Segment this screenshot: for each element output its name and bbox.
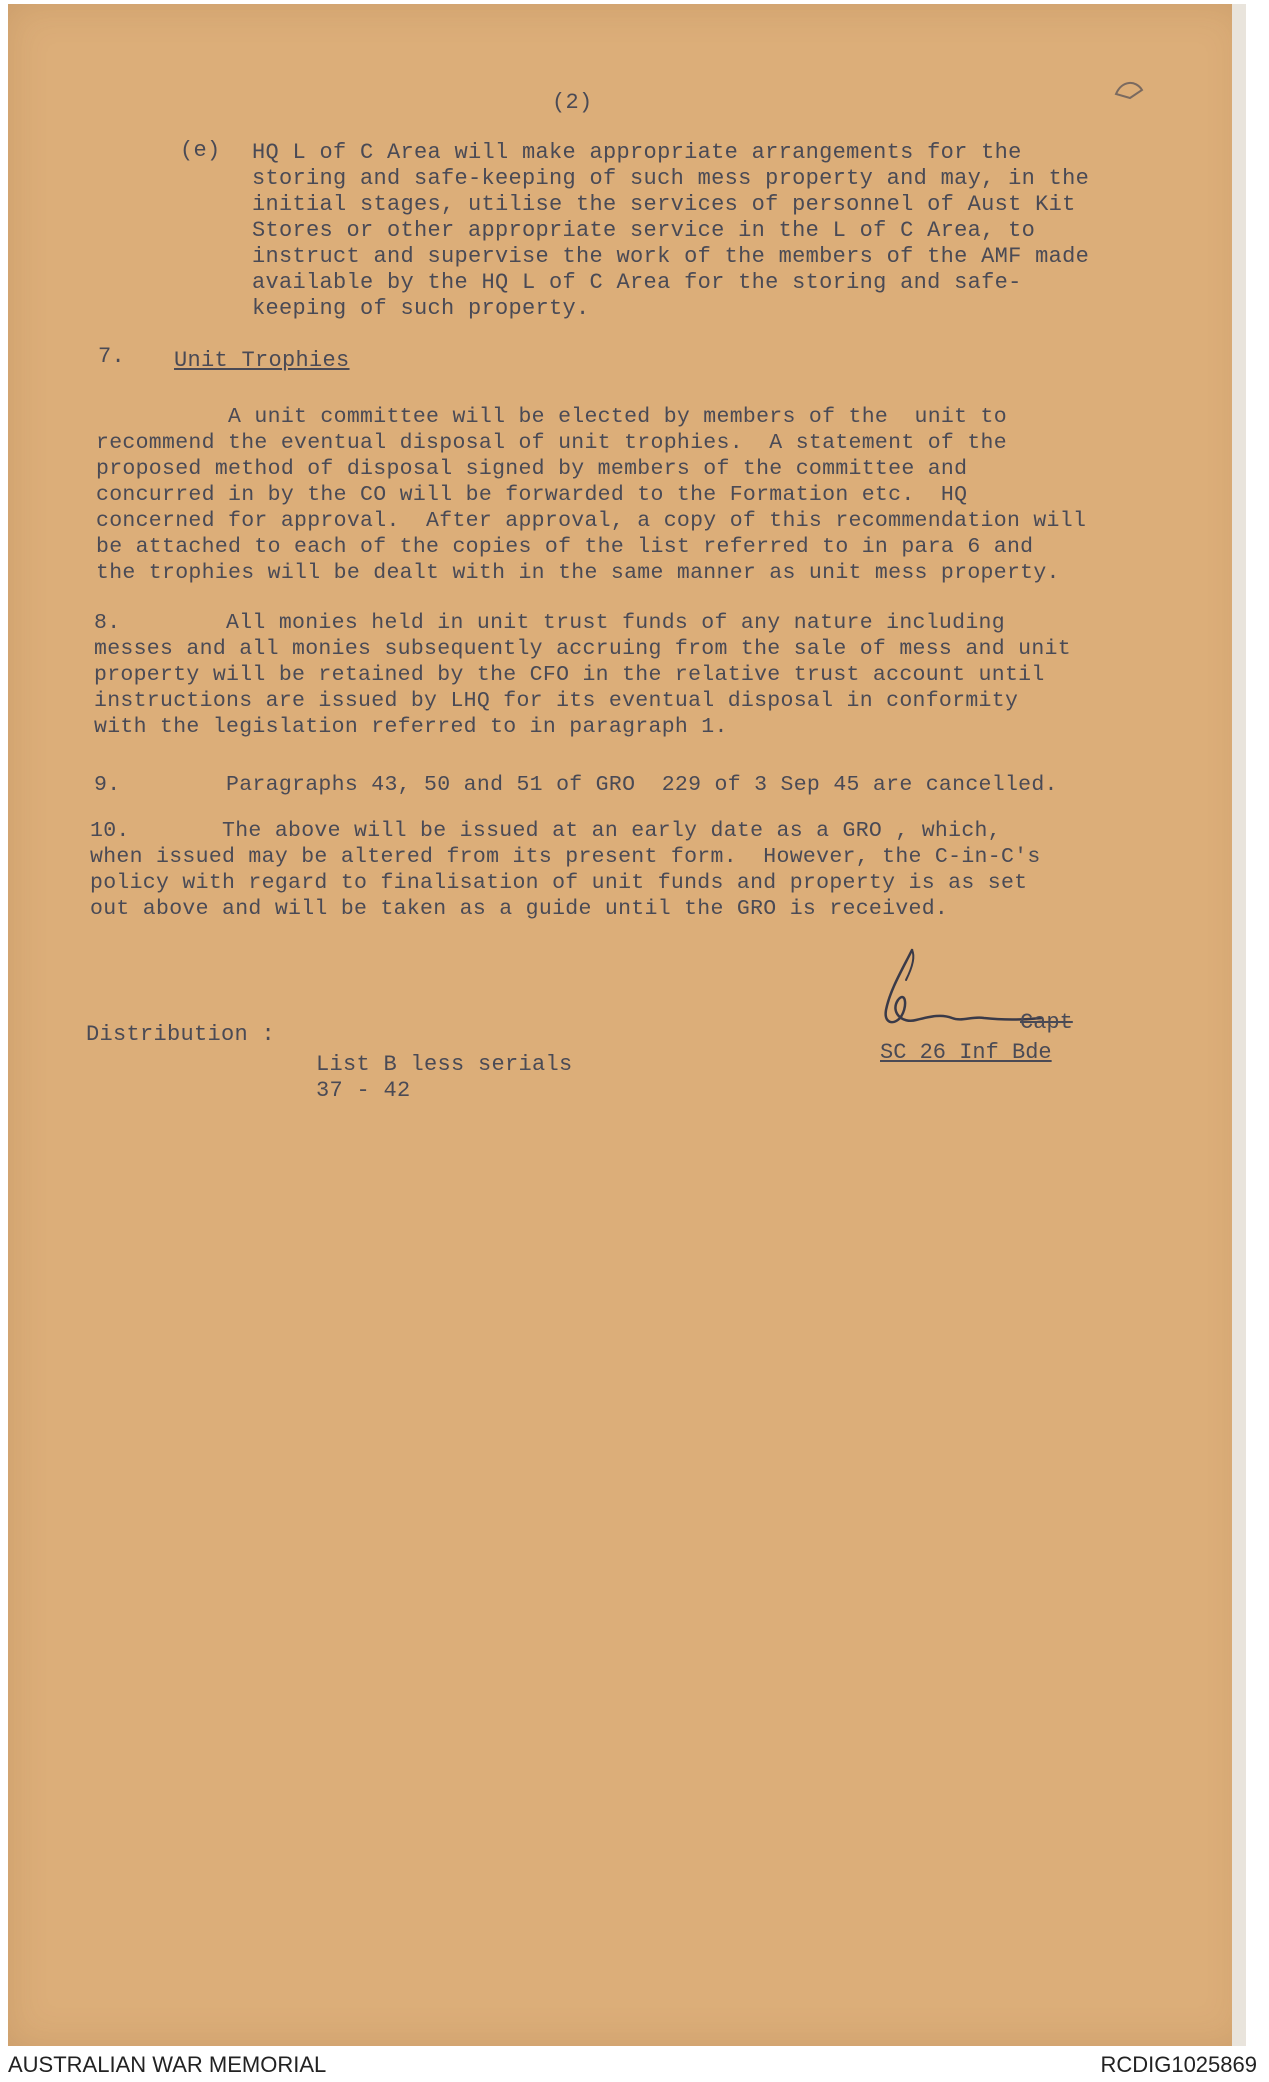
para-e-label: (e) bbox=[180, 138, 221, 163]
corner-mark-icon bbox=[1110, 76, 1150, 106]
distribution-label: Distribution : bbox=[86, 1022, 276, 1047]
para-10-line: policy with regard to finalisation of unit funds and property is as set bbox=[90, 871, 1028, 895]
para-9-line: 9. Paragraphs 43, 50 and 51 of GRO 229 of 3 Sep 45 are cancelled. bbox=[94, 773, 1058, 797]
para-e-body bbox=[252, 140, 1089, 322]
para-7-line: A unit committee will be elected by members of the unit to bbox=[96, 405, 1007, 429]
para-7-line: concurred in by the CO will be forwarded to the Formation etc. HQ bbox=[96, 483, 968, 507]
para-e-line: available by the HQ L of C Area for the storing and safe- bbox=[252, 270, 1022, 295]
para-8-line: messes and all monies subsequently accruing from the sale of mess and unit bbox=[94, 637, 1071, 661]
para-e-line: storing and safe-keeping of such mess property and may, in the bbox=[252, 166, 1090, 191]
para-7-number: 7. bbox=[98, 344, 126, 369]
signature-appointment: SC 26 Inf Bde bbox=[880, 1040, 1052, 1065]
para-7-line: proposed method of disposal signed by members of the committee and bbox=[96, 457, 968, 481]
para-7-line: recommend the eventual disposal of unit trophies. A statement of the bbox=[96, 431, 1007, 455]
distribution-line: List B less serials bbox=[316, 1052, 573, 1077]
para-9-body bbox=[94, 772, 1058, 798]
para-10-body bbox=[90, 818, 1041, 922]
para-8-line: with the legislation referred to in paragraph 1. bbox=[94, 715, 728, 739]
distribution-list bbox=[316, 1052, 573, 1104]
footer-record-id: RCDIG1025869 bbox=[1100, 2052, 1257, 2077]
para-7-line: be attached to each of the copies of the list referred to in para 6 and bbox=[96, 535, 1034, 559]
footer-archive-name: AUSTRALIAN WAR MEMORIAL bbox=[8, 2052, 327, 2077]
para-10-line: out above and will be taken as a guide until the GRO is received. bbox=[90, 897, 949, 921]
para-e-line: HQ L of C Area will make appropriate arrangements for the bbox=[252, 140, 1022, 165]
para-7-body bbox=[96, 404, 1086, 586]
sheet-edge bbox=[1232, 4, 1246, 2046]
para-7-line: concerned for approval. After approval, a copy of this recommendation will bbox=[96, 509, 1087, 533]
para-10-line: when issued may be altered from its present form. However, the C-in-C's bbox=[90, 845, 1041, 869]
para-7-heading: Unit Trophies bbox=[174, 348, 350, 373]
signature-rank: Capt bbox=[1020, 1010, 1073, 1035]
para-e-line: instruct and supervise the work of the members of the AMF made bbox=[252, 244, 1090, 269]
para-7-line: the trophies will be dealt with in the same manner as unit mess property. bbox=[96, 561, 1060, 585]
para-e-line: Stores or other appropriate service in the L of C Area, to bbox=[252, 218, 1036, 243]
para-8-line: property will be retained by the CFO in the relative trust account until bbox=[94, 663, 1045, 687]
para-8-line: instructions are issued by LHQ for its eventual disposal in conformity bbox=[94, 689, 1019, 713]
para-8-body bbox=[94, 610, 1071, 740]
para-8-line: 8. All monies held in unit trust funds of any nature including bbox=[94, 611, 1005, 635]
page-number: (2) bbox=[552, 90, 593, 115]
distribution-line: 37 - 42 bbox=[316, 1078, 411, 1103]
para-10-line: 10. The above will be issued at an early date as a GRO , which, bbox=[90, 819, 1001, 843]
para-e-line: keeping of such property. bbox=[252, 296, 590, 321]
para-e-line: initial stages, utilise the services of personnel of Aust Kit bbox=[252, 192, 1076, 217]
